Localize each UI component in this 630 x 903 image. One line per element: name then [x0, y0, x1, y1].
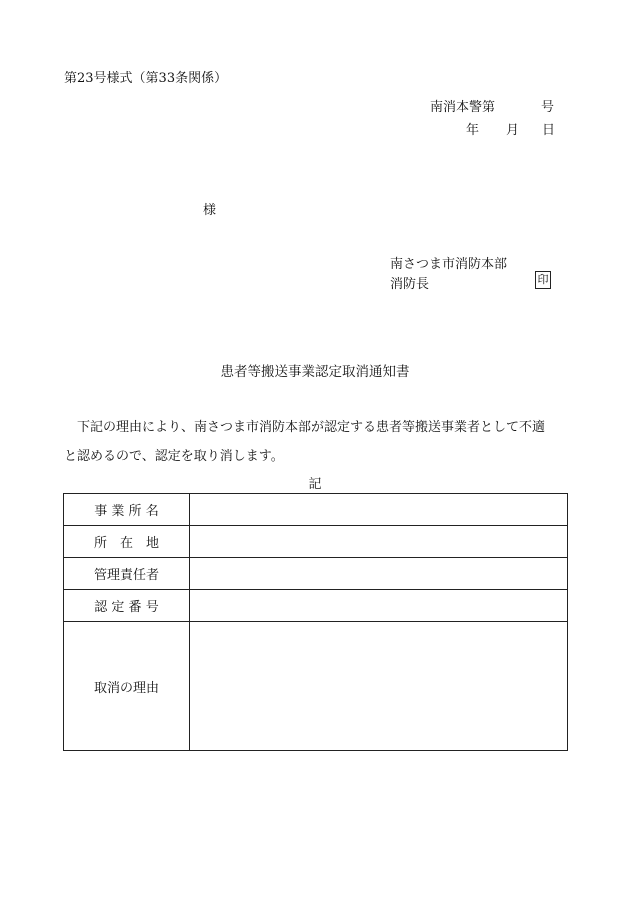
certification-number-value[interactable] [190, 590, 568, 622]
body-line-2: と認めるので、認定を取り消します。 [64, 449, 284, 464]
table-row [64, 622, 568, 751]
revocation-reason-label: 取消の理由 [64, 622, 190, 751]
table-row [64, 558, 568, 590]
location-value[interactable] [190, 526, 568, 558]
revocation-reason-value[interactable] [190, 622, 568, 751]
manager-label: 管理責任者 [64, 558, 190, 590]
seal-mark: 印 [535, 271, 551, 289]
ki-heading: 記 [308, 477, 322, 492]
table-row [64, 494, 568, 526]
body-line-1: 下記の理由により、南さつま市消防本部が認定する患者等搬送事業者として不適 [77, 420, 546, 435]
reference-number-prefix: 南消本警第 [430, 100, 496, 115]
certification-number-label: 認 定 番 号 [64, 590, 190, 622]
body-text [64, 413, 568, 471]
manager-value[interactable] [190, 558, 568, 590]
table-row [64, 590, 568, 622]
date-month-label: 月 [506, 123, 520, 138]
form-label: 第23号様式（第33条関係） [64, 71, 228, 86]
office-name-label: 事 業 所 名 [64, 494, 190, 526]
document-title: 患者等搬送事業認定取消通知書 [220, 364, 410, 380]
office-name-value[interactable] [190, 494, 568, 526]
date-day-label: 日 [542, 123, 556, 138]
date-year-label: 年 [466, 123, 480, 138]
sender-organization: 南さつま市消防本部 [390, 257, 508, 272]
sender-title: 消防長 [390, 277, 430, 292]
recipient-honorific: 様 [203, 203, 217, 218]
location-label: 所 在 地 [64, 526, 190, 558]
detail-table [63, 493, 568, 751]
reference-number-suffix: 号 [541, 100, 555, 115]
table-row [64, 526, 568, 558]
